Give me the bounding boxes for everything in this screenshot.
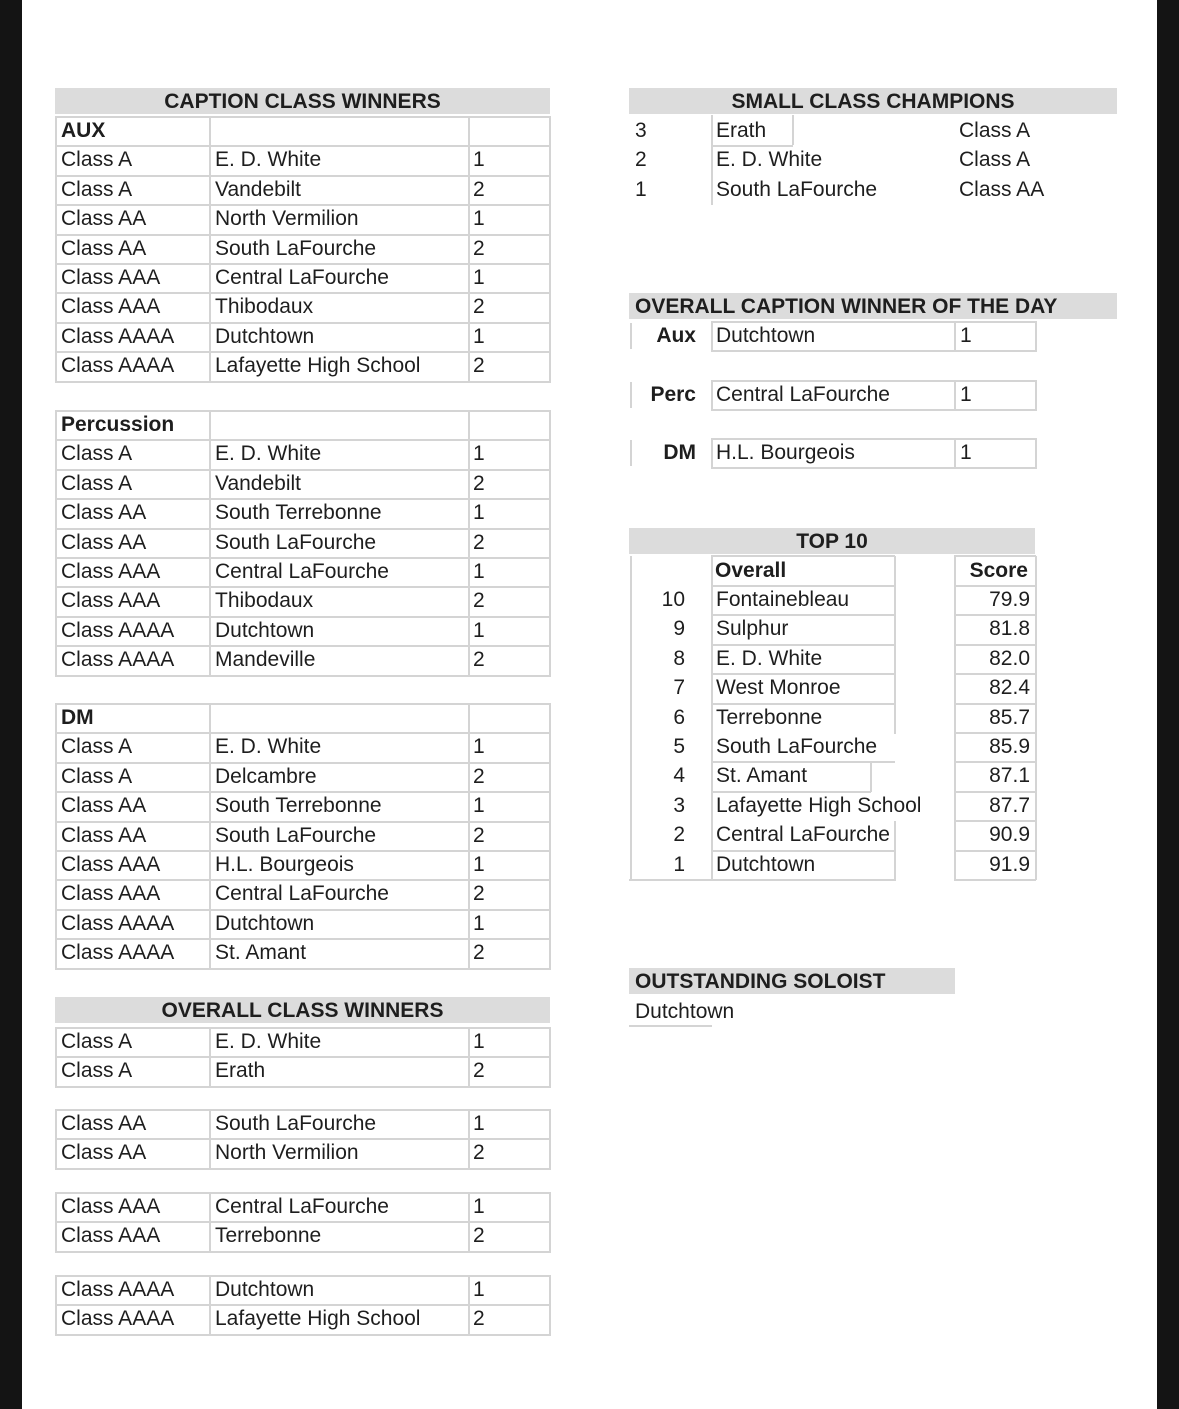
school-cell: South LaFourche [215, 530, 377, 554]
place-cell: 1 [473, 1195, 485, 1218]
grid-line [954, 614, 1036, 616]
place-cell: 2 [473, 1224, 485, 1248]
school-cell: Thibodaux [215, 295, 314, 319]
outstanding-soloist-title: OUTSTANDING SOLOIST [635, 970, 886, 993]
grid-line [55, 704, 57, 969]
section-heading: AUX [61, 119, 106, 142]
school-cell: Dutchtown [716, 324, 816, 347]
grid-line [711, 761, 895, 763]
rank-cell: 1 [635, 177, 647, 201]
place-cell: 1 [473, 501, 485, 525]
place-cell: 2 [473, 941, 485, 965]
grid-line [468, 704, 470, 969]
class-cell: Class AA [959, 177, 1045, 201]
place-cell: 1 [473, 853, 485, 876]
place-cell: 1 [960, 383, 972, 406]
place-cell: 1 [473, 1278, 485, 1301]
school-cell: E. D. White [716, 646, 823, 670]
class-cell: Class A [61, 764, 133, 788]
grid-line [711, 381, 713, 411]
class-cell: Class AAAA [61, 618, 175, 642]
school-cell: Central LaFourche [215, 560, 389, 583]
place-cell: 2 [473, 177, 485, 201]
school-cell: E. D. White [716, 148, 823, 172]
place-cell: 1 [473, 324, 485, 348]
class-cell: Class AA [61, 530, 147, 554]
rank-cell: 3 [673, 793, 685, 817]
class-cell: Class AA [61, 236, 147, 260]
school-cell: Central LaFourche [215, 882, 389, 906]
grid-line [468, 411, 470, 676]
grid-line [55, 411, 57, 676]
class-cell: Class A [959, 148, 1031, 172]
school-cell: West Monroe [716, 676, 841, 700]
grid-line [55, 1086, 551, 1088]
grid-line [711, 409, 1037, 411]
outstanding-soloist-school: Dutchtown [635, 1000, 735, 1023]
place-cell: 1 [473, 560, 485, 583]
grid-line [549, 704, 551, 969]
class-cell: Class AAAA [61, 1278, 175, 1301]
rank-cell: 5 [673, 735, 685, 758]
rank-cell: 8 [673, 646, 685, 670]
grid-line [870, 762, 872, 792]
grid-line [711, 644, 895, 646]
results-sheet [22, 0, 1157, 1409]
class-cell: Class AAAA [61, 911, 175, 935]
class-cell: Class A [61, 1030, 133, 1053]
place-cell: 2 [473, 1307, 485, 1331]
grid-line [711, 791, 871, 793]
school-cell: North Vermilion [215, 1141, 359, 1165]
grid-line [711, 438, 1037, 440]
rank-cell: 7 [673, 676, 685, 700]
grid-line [954, 644, 1036, 646]
place-cell: 2 [473, 295, 485, 319]
school-cell: E. D. White [215, 1030, 322, 1053]
grid-line [954, 820, 1036, 822]
place-cell: 1 [960, 441, 972, 464]
place-cell: 2 [473, 530, 485, 554]
class-cell: Class AAAA [61, 354, 175, 378]
score-cell: 82.4 [989, 676, 1030, 700]
grid-line [55, 675, 551, 677]
grid-line [894, 821, 896, 881]
grid-line [630, 556, 632, 880]
class-cell: Class A [61, 442, 133, 466]
class-cell: Class A [61, 1059, 133, 1083]
grid-line [954, 791, 1036, 793]
grid-line [711, 879, 895, 881]
school-cell: Dutchtown [215, 911, 315, 935]
school-cell: Central LaFourche [215, 266, 389, 289]
score-cell: 81.8 [989, 617, 1030, 641]
class-cell: Class AAA [61, 266, 161, 289]
grid-line [711, 556, 713, 880]
class-cell: Class A [61, 735, 133, 759]
school-cell: Mandeville [215, 648, 316, 672]
place-cell: 2 [473, 882, 485, 906]
school-cell: Dutchtown [215, 1278, 315, 1301]
grid-line [711, 850, 895, 852]
grid-line [55, 1334, 551, 1336]
school-cell: South LaFourche [215, 236, 377, 260]
school-cell: Erath [716, 119, 767, 142]
class-cell: Class AA [61, 1141, 147, 1165]
grid-line [630, 382, 632, 408]
place-cell: 2 [473, 1059, 485, 1083]
grid-line [711, 145, 793, 147]
class-cell: Class A [61, 177, 133, 201]
overall-class-winners-title: OVERALL CLASS WINNERS [161, 999, 444, 1022]
school-cell: Vandebilt [215, 177, 302, 201]
top10-score-header: Score [969, 559, 1028, 582]
class-cell: Class A [61, 148, 133, 172]
grid-line [55, 117, 57, 382]
grid-line [711, 321, 1037, 323]
grid-line [209, 117, 211, 382]
grid-line [1035, 439, 1037, 469]
grid-line [1035, 556, 1037, 880]
school-cell: South LaFourche [716, 177, 878, 201]
school-cell: E. D. White [215, 442, 322, 466]
caption-class-winners-title: CAPTION CLASS WINNERS [164, 90, 441, 113]
rank-cell: 2 [635, 148, 647, 172]
grid-line [954, 850, 1036, 852]
grid-line [549, 117, 551, 382]
score-cell: 91.9 [989, 852, 1030, 876]
school-cell: E. D. White [215, 735, 322, 759]
score-cell: 87.1 [989, 764, 1030, 788]
class-cell: Class AA [61, 501, 147, 525]
class-cell: Class A [61, 471, 133, 495]
grid-line [711, 673, 895, 675]
school-cell: Lafayette High School [716, 793, 922, 817]
grid-line [894, 674, 896, 704]
score-cell: 85.9 [989, 735, 1030, 758]
place-cell: 2 [473, 823, 485, 847]
class-cell: Class AA [61, 207, 147, 231]
grid-line [954, 585, 1036, 587]
grid-line [894, 645, 896, 675]
school-cell: St. Amant [215, 941, 307, 965]
section-heading: Percussion [61, 413, 175, 436]
score-cell: 82.0 [989, 646, 1030, 670]
soloist-underline [629, 1025, 712, 1027]
caption-cell: Perc [650, 383, 696, 406]
place-cell: 2 [473, 589, 485, 613]
school-cell: South Terrebonne [215, 794, 382, 818]
class-cell: Class AAA [61, 1224, 161, 1248]
grid-line [711, 439, 713, 469]
grid-line [711, 703, 895, 705]
place-cell: 1 [473, 442, 485, 466]
place-cell: 2 [473, 236, 485, 260]
school-cell: Fontainebleau [716, 588, 850, 611]
grid-line [954, 879, 1036, 881]
class-cell: Class AAA [61, 1195, 161, 1218]
school-cell: H.L. Bourgeois [215, 853, 354, 876]
grid-line [894, 586, 896, 616]
score-cell: 90.9 [989, 823, 1030, 847]
grid-line [711, 115, 713, 205]
rank-cell: 10 [661, 588, 685, 611]
class-cell: Class AAA [61, 560, 161, 583]
grid-line [55, 116, 551, 118]
rank-cell: 1 [673, 852, 685, 876]
rank-cell: 2 [673, 823, 685, 847]
grid-line [629, 879, 712, 881]
grid-line [954, 732, 1036, 734]
grid-line [55, 1168, 551, 1170]
place-cell: 1 [473, 794, 485, 818]
small-class-champions-title: SMALL CLASS CHAMPIONS [731, 90, 1015, 113]
grid-line [55, 703, 551, 705]
place-cell: 2 [473, 648, 485, 672]
school-cell: Central LaFourche [215, 1195, 389, 1218]
grid-line [894, 556, 896, 586]
class-cell: Class AAAA [61, 941, 175, 965]
school-cell: Lafayette High School [215, 1307, 421, 1331]
school-cell: Thibodaux [215, 589, 314, 613]
grid-line [1035, 322, 1037, 352]
grid-line [711, 467, 1037, 469]
school-cell: St. Amant [716, 764, 808, 788]
class-cell: Class A [959, 119, 1031, 142]
score-cell: 79.9 [989, 588, 1030, 611]
grid-line [55, 1251, 551, 1253]
place-cell: 2 [473, 354, 485, 378]
grid-line [468, 117, 470, 382]
place-cell: 2 [473, 471, 485, 495]
place-cell: 1 [473, 911, 485, 935]
place-cell: 2 [473, 764, 485, 788]
class-cell: Class AAA [61, 853, 161, 876]
top10-title: TOP 10 [796, 530, 868, 553]
overall-caption-winner-title: OVERALL CAPTION WINNER OF THE DAY [635, 295, 1058, 318]
grid-line [55, 381, 551, 383]
school-cell: Delcambre [215, 764, 317, 788]
grid-line [954, 381, 956, 411]
school-cell: Dutchtown [716, 852, 816, 876]
class-cell: Class AAA [61, 295, 161, 319]
class-cell: Class AA [61, 794, 147, 818]
grid-line [954, 439, 956, 469]
grid-line [209, 411, 211, 676]
school-cell: E. D. White [215, 148, 322, 172]
class-cell: Class AA [61, 823, 147, 847]
grid-line [630, 440, 632, 466]
grid-line [549, 411, 551, 676]
grid-line [711, 380, 1037, 382]
school-cell: North Vermilion [215, 207, 359, 231]
place-cell: 1 [473, 618, 485, 642]
class-cell: Class AAAA [61, 1307, 175, 1331]
class-cell: Class AAA [61, 589, 161, 613]
school-cell: Central LaFourche [716, 823, 890, 847]
school-cell: Vandebilt [215, 471, 302, 495]
school-cell: H.L. Bourgeois [716, 441, 855, 464]
grid-line [894, 704, 896, 734]
grid-line [711, 555, 895, 557]
school-cell: Terrebonne [716, 705, 823, 729]
grid-line [711, 322, 713, 352]
school-cell: South LaFourche [215, 1112, 377, 1135]
class-cell: Class AAAA [61, 324, 175, 348]
section-heading: DM [61, 706, 94, 729]
rank-cell: 3 [635, 119, 647, 142]
place-cell: 1 [473, 207, 485, 231]
score-cell: 87.7 [989, 793, 1030, 817]
school-cell: Central LaFourche [716, 383, 890, 406]
school-cell: South Terrebonne [215, 501, 382, 525]
rank-cell: 9 [673, 617, 685, 641]
grid-line [711, 585, 895, 587]
grid-line [954, 703, 1036, 705]
school-cell: Erath [215, 1059, 266, 1083]
top10-overall-header: Overall [715, 559, 787, 582]
grid-line [55, 968, 551, 970]
place-cell: 1 [473, 266, 485, 289]
class-cell: Class AA [61, 1112, 147, 1135]
place-cell: 1 [473, 1030, 485, 1053]
grid-line [711, 350, 1037, 352]
caption-cell: DM [663, 441, 696, 464]
place-cell: 1 [473, 1112, 485, 1135]
place-cell: 2 [473, 1141, 485, 1165]
rank-cell: 4 [673, 764, 685, 788]
grid-line [954, 555, 1036, 557]
place-cell: 1 [473, 148, 485, 172]
grid-line [954, 673, 1036, 675]
place-cell: 1 [960, 324, 972, 347]
grid-line [630, 323, 632, 349]
score-cell: 85.7 [989, 705, 1030, 729]
school-cell: Terrebonne [215, 1224, 322, 1248]
grid-line [954, 761, 1036, 763]
rank-cell: 6 [673, 705, 685, 729]
class-cell: Class AAAA [61, 648, 175, 672]
school-cell: Lafayette High School [215, 354, 421, 378]
school-cell: South LaFourche [215, 823, 377, 847]
school-cell: Sulphur [716, 617, 789, 641]
place-cell: 1 [473, 735, 485, 759]
grid-line [711, 614, 895, 616]
class-cell: Class AAA [61, 882, 161, 906]
grid-line [209, 704, 211, 969]
school-cell: Dutchtown [215, 618, 315, 642]
school-cell: South LaFourche [716, 735, 878, 758]
grid-line [1035, 381, 1037, 411]
school-cell: Dutchtown [215, 324, 315, 348]
grid-line [954, 322, 956, 352]
grid-line [894, 615, 896, 645]
grid-line [792, 115, 794, 145]
caption-cell: Aux [656, 324, 696, 347]
